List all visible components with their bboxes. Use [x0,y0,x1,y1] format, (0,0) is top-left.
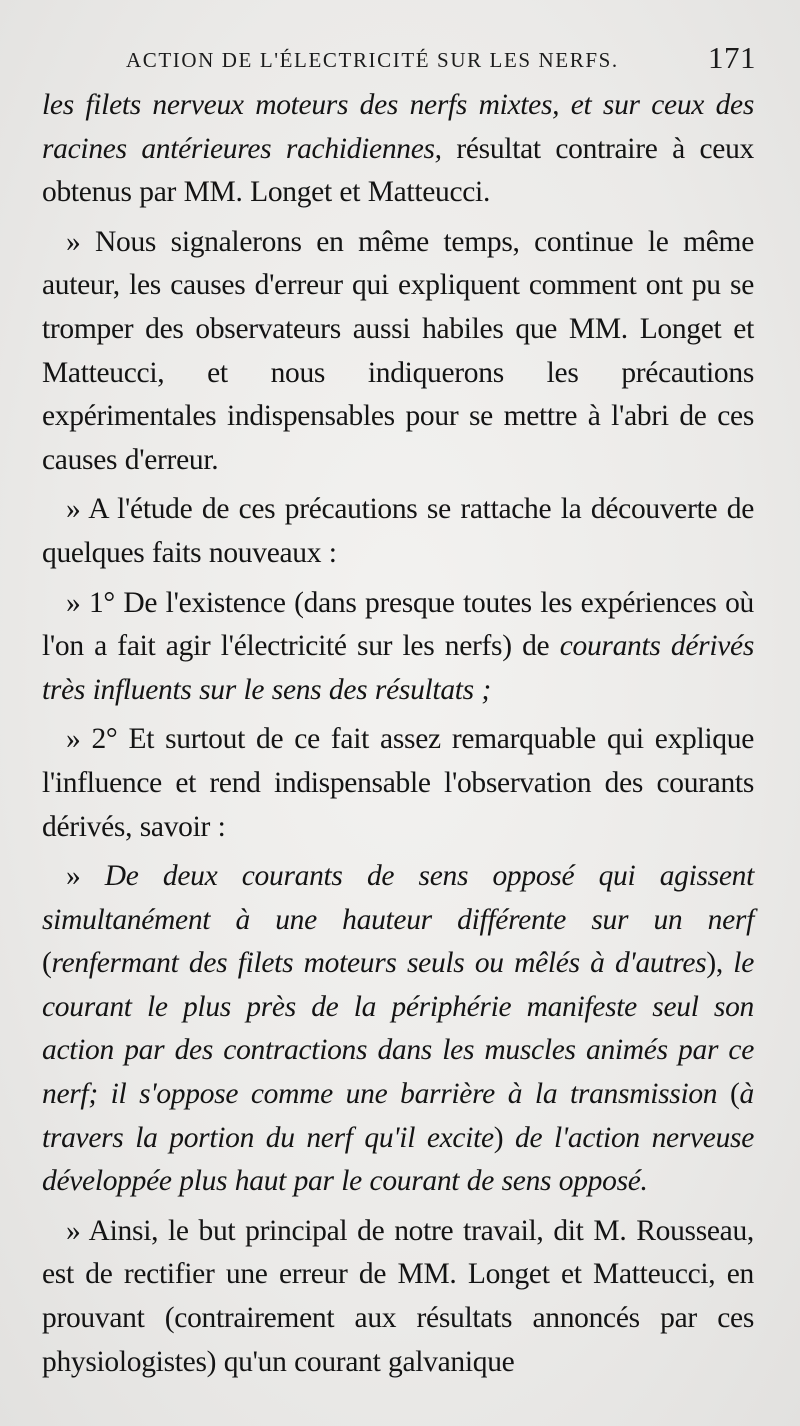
text-run: ( [42,947,52,980]
paragraph [42,488,754,575]
text-run: De deux courants de sens opposé qui agissent simultanément à une hauteur différente sur un nerf [42,860,755,936]
text-run: » A l'étude de ces précautions se rattache la découverte de quelques faits nouveaux : [42,493,754,569]
page-body [42,84,754,1384]
text-run: renfermant des filets moteurs seuls ou mêlés à d'autres [51,947,707,980]
paragraph-item-1 [42,582,754,713]
text-run: » Ainsi, le but principal de notre travail, dit M. Rousseau, est de rectifier une erreur de MM. Longet et Matteucci, en prouvant (contrairement aux résultats annoncés par ces physiologistes) qu'un courant galvanique [42,1214,754,1378]
paragraph-item-2 [42,718,754,849]
text-run: ( [717,1078,740,1111]
text-run: » 1° De l'existence (dans presque toutes les expériences où l'on a fait agir l'électricité sur les nerfs) de [42,586,754,663]
paragraph [42,1210,754,1384]
running-title: ACTION DE L'ÉLECTRICITÉ SUR LES NERFS. [126,48,619,72]
text-run: ) [493,1121,516,1154]
text-run: courants dérivés très influents sur le sens des résultats ; [42,630,754,706]
text-run: de l'action nerveuse développée plus haut par le courant de sens opposé. [42,1121,755,1198]
text-run: » Nous signalerons en même temps, continue le même auteur, les causes d'erreur qui expliquent comment ont pu se tromper des observateurs aussi habiles que MM. Longet et Matteucci, et nous indiquerons les précautions expérimentales indispensables pour se mettre à l'abri de ces causes d'erreur. [42,225,754,476]
paragraph-continuation [42,84,754,215]
text-run: les filets nerveux moteurs des nerfs mixtes, et sur ceux des racines antérieures rachidiennes, [42,89,754,165]
paragraph [42,221,754,483]
text-run: » [66,860,105,893]
paragraph-quote [42,855,754,1204]
text-run: » 2° Et surtout de ce fait assez remarquable qui explique l'influence et rend indispensable l'observation des courants dérivés, savoir : [42,723,754,843]
text-run: résultat contraire à ceux obtenus par MM. Longet et Matteucci. [42,132,754,209]
text-run: à travers la portion du nerf qu'il excite [42,1078,754,1154]
text-run: ), [706,947,734,980]
text-run: le courant le plus près de la périphérie manifeste seul son action par des contractions dans les muscles animés par ce nerf; il s'oppose comme une barrière à la transmission [42,947,754,1111]
page-header [40,38,756,78]
page-number: 171 [708,40,756,75]
